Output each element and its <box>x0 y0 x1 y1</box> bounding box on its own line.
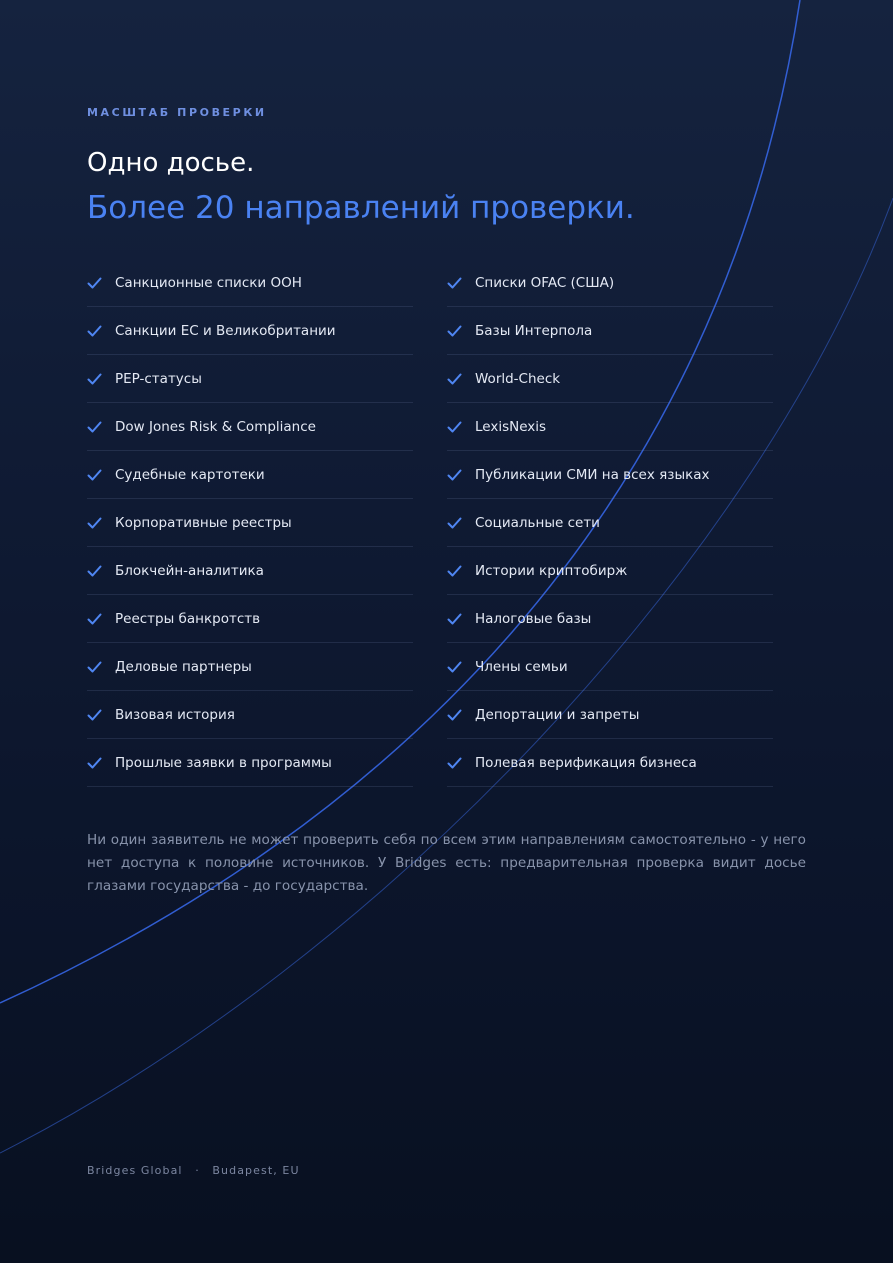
footer-separator: · <box>195 1164 200 1177</box>
checklist-item <box>87 307 413 355</box>
checklist-item <box>447 307 773 355</box>
page-title: Одно досье. <box>87 148 255 178</box>
checklist-item <box>447 403 773 451</box>
checkmark-icon <box>447 613 462 625</box>
checklist-item <box>447 595 773 643</box>
checklist-item <box>447 643 773 691</box>
checkmark-icon <box>447 469 462 481</box>
footer-company: Bridges Global <box>87 1164 183 1177</box>
checklist-item-label: Визовая история <box>115 706 235 723</box>
checkmark-icon <box>87 709 102 721</box>
checkmark-icon <box>87 517 102 529</box>
checklist-item <box>87 739 413 787</box>
checklist-item <box>447 739 773 787</box>
checklist-item-label: Судебные картотеки <box>115 466 265 483</box>
checklist-item-label: Dow Jones Risk & Compliance <box>115 418 316 435</box>
checklist-item-label: Списки OFAC (США) <box>475 274 615 291</box>
checkmark-icon <box>447 565 462 577</box>
checklist-item-label: Истории криптобирж <box>475 562 628 579</box>
checklist-item-label: Прошлые заявки в программы <box>115 754 332 771</box>
checkmark-icon <box>87 373 102 385</box>
checkmark-icon <box>87 565 102 577</box>
checklist-item-label: Санкционные списки ООН <box>115 274 302 291</box>
page-subtitle: Более 20 направлений проверки. <box>87 190 635 226</box>
checklist-item <box>87 403 413 451</box>
checks-grid <box>87 259 773 787</box>
checklist-item-label: PEP-статусы <box>115 370 202 387</box>
checklist-item <box>447 499 773 547</box>
checklist-item <box>447 259 773 307</box>
checklist-item <box>447 691 773 739</box>
checkmark-icon <box>87 421 102 433</box>
checkmark-icon <box>447 373 462 385</box>
checklist-item <box>87 643 413 691</box>
checklist-item-label: Корпоративные реестры <box>115 514 292 531</box>
checklist-item-label: LexisNexis <box>475 418 547 435</box>
checklist-item <box>87 451 413 499</box>
checkmark-icon <box>447 757 462 769</box>
checkmark-icon <box>447 709 462 721</box>
section-eyebrow: МАСШТАБ ПРОВЕРКИ <box>87 106 267 119</box>
checklist-item-label: Социальные сети <box>475 514 600 531</box>
checklist-item-label: Налоговые базы <box>475 610 592 627</box>
checklist-item-label: Базы Интерпола <box>475 322 593 339</box>
checklist-item <box>87 595 413 643</box>
checklist-item <box>87 547 413 595</box>
checklist-item-label: Санкции ЕС и Великобритании <box>115 322 336 339</box>
summary-paragraph: Ни один заявитель не может проверить себя по всем этим направлениям самостоятельно - у него нет доступа к половине источников. У Bridges есть: предварительная проверка видит досье глазами государства - до государства. <box>87 832 806 894</box>
checkmark-icon <box>87 277 102 289</box>
checklist-item-label: World-Check <box>475 370 561 387</box>
checklist-item-label: Деловые партнеры <box>115 658 252 675</box>
checklist-item <box>87 259 413 307</box>
checklist-item-label: Реестры банкротств <box>115 610 261 627</box>
checklist-item <box>87 355 413 403</box>
checkmark-icon <box>87 661 102 673</box>
footer-location: Budapest, EU <box>212 1164 300 1177</box>
checklist-item <box>447 451 773 499</box>
checklist-item-label: Депортации и запреты <box>475 706 640 723</box>
checklist-item-label: Блокчейн-аналитика <box>115 562 264 579</box>
checkmark-icon <box>447 421 462 433</box>
checkmark-icon <box>87 757 102 769</box>
checkmark-icon <box>447 277 462 289</box>
checkmark-icon <box>447 325 462 337</box>
checks-column-right <box>447 259 773 787</box>
checklist-item <box>447 547 773 595</box>
checklist-item-label: Полевая верификация бизнеса <box>475 754 697 771</box>
checklist-item <box>87 691 413 739</box>
checklist-item <box>87 499 413 547</box>
checks-column-left <box>87 259 413 787</box>
footer <box>87 1164 300 1177</box>
checklist-item-label: Публикации СМИ на всех языках <box>475 466 710 483</box>
checklist-item <box>447 355 773 403</box>
checkmark-icon <box>87 613 102 625</box>
checkmark-icon <box>87 469 102 481</box>
checkmark-icon <box>87 325 102 337</box>
checklist-item-label: Члены семьи <box>475 658 568 675</box>
checkmark-icon <box>447 661 462 673</box>
checkmark-icon <box>447 517 462 529</box>
